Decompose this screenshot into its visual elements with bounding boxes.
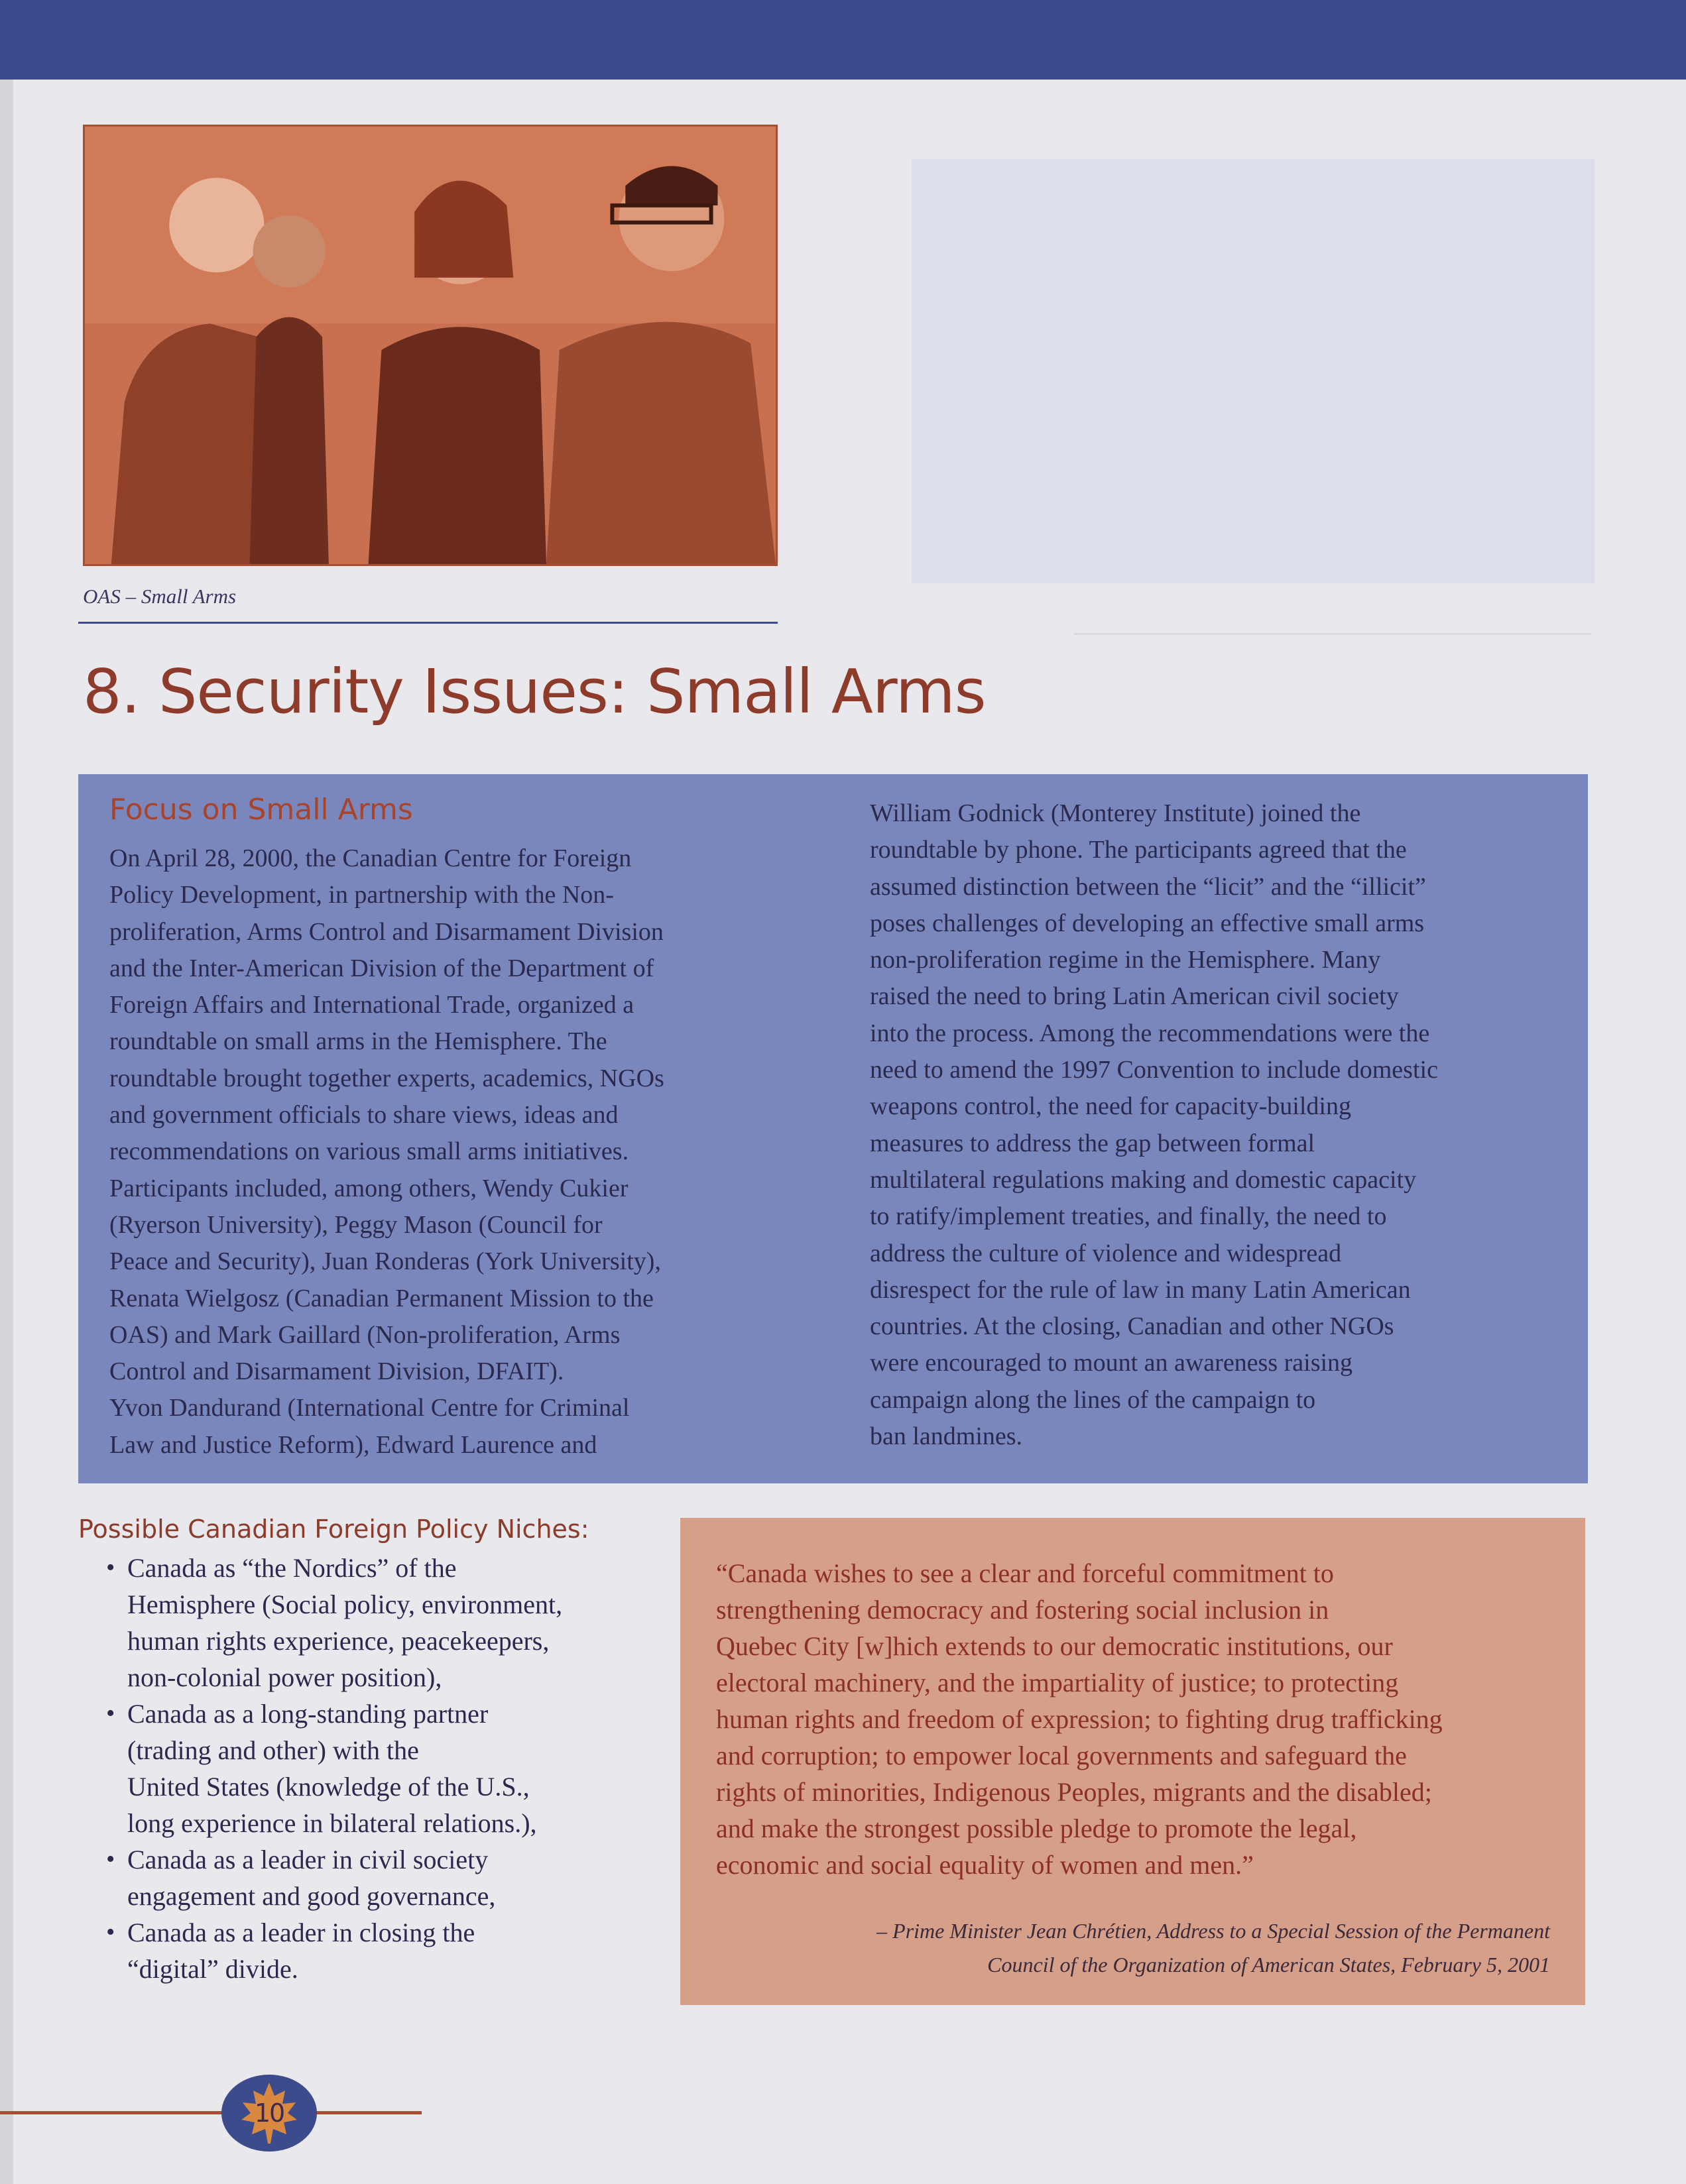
- top-color-band: [0, 0, 1686, 80]
- text-line: long experience in bilateral relations.),: [127, 1808, 537, 1838]
- quote-line: and make the strongest possible pledge to promote the legal,: [716, 1813, 1357, 1843]
- page-gutter-shade: [0, 80, 13, 2184]
- page-number: 10: [254, 2098, 284, 2128]
- text-line: and the Inter-American Division of the Department of: [109, 954, 654, 982]
- focus-right-column: [870, 795, 1579, 1455]
- text-line: human rights experience, peacekeepers,: [127, 1626, 550, 1656]
- text-line: campaign along the lines of the campaign to: [870, 1385, 1316, 1414]
- text-line: into the process. Among the recommendations were the: [870, 1019, 1430, 1047]
- text-line: poses challenges of developing an effective small arms: [870, 909, 1425, 937]
- bullet-icon: •: [106, 1845, 115, 1873]
- photo-illustration: [85, 127, 776, 564]
- text-line: Canada as a long-standing partner: [127, 1699, 489, 1729]
- bullet-icon: •: [106, 1918, 115, 1946]
- text-line: assumed distinction between the “licit” and the “illicit”: [870, 872, 1426, 901]
- quote-text: [716, 1555, 1443, 1883]
- text-line: “digital” divide.: [127, 1954, 298, 1984]
- section-title: 8. Security Issues: Small Arms: [83, 656, 986, 727]
- photo-caption: OAS – Small Arms: [83, 585, 237, 608]
- text-line: OAS) and Mark Gaillard (Non-proliferation, Arms: [109, 1320, 621, 1349]
- text-line: multilateral regulations making and domestic capacity: [870, 1165, 1417, 1194]
- quote-line: electoral machinery, and the impartiality of justice; to protecting: [716, 1668, 1399, 1697]
- text-line: Peace and Security), Juan Ronderas (York University),: [109, 1247, 661, 1276]
- text-line: countries. At the closing, Canadian and other NGOs: [870, 1312, 1394, 1341]
- text-line: recommendations on various small arms initiatives.: [109, 1137, 629, 1166]
- photo-of-four-people-talking: [83, 125, 778, 566]
- quote-line: “Canada wishes to see a clear and forceful commitment to: [716, 1558, 1334, 1588]
- text-line: Control and Disarmament Division, DFAIT).: [109, 1357, 564, 1386]
- text-line: On April 28, 2000, the Canadian Centre for Foreign: [109, 844, 632, 872]
- list-item: [106, 1550, 562, 1695]
- text-line: United States (knowledge of the U.S.,: [127, 1772, 530, 1802]
- text-line: roundtable on small arms in the Hemisphere. The: [109, 1027, 607, 1056]
- text-line: measures to address the gap between formal: [870, 1129, 1315, 1157]
- text-line: disrespect for the rule of law in many Latin American: [870, 1275, 1411, 1304]
- quote-line: rights of minorities, Indigenous Peoples, migrants and the disabled;: [716, 1777, 1432, 1807]
- text-line: Foreign Affairs and International Trade, organized a: [109, 991, 634, 1019]
- list-item: [106, 1841, 562, 1914]
- attribution-line: – Prime Minister Jean Chrétien, Address to a Special Session of the Permanent: [876, 1919, 1550, 1943]
- quote-line: strengthening democracy and fostering social inclusion in: [716, 1595, 1329, 1625]
- niches-heading: Possible Canadian Foreign Policy Niches:: [78, 1515, 589, 1544]
- text-line: Participants included, among others, Wendy Cukier: [109, 1174, 629, 1202]
- text-line: Law and Justice Reform), Edward Laurence and: [109, 1430, 597, 1459]
- text-line: were encouraged to mount an awareness raising: [870, 1349, 1353, 1377]
- text-line: (Ryerson University), Peggy Mason (Council for: [109, 1210, 603, 1239]
- text-line: Policy Development, in partnership with the Non-: [109, 881, 614, 909]
- footer-rule: [0, 2111, 422, 2114]
- quote-line: human rights and freedom of expression; to fighting drug trafficking: [716, 1704, 1443, 1734]
- text-line: (trading and other) with the: [127, 1735, 419, 1765]
- list-item: [106, 1695, 562, 1841]
- text-line: non-proliferation regime in the Hemisphere. Many: [870, 946, 1381, 974]
- quote-line: economic and social equality of women and men.”: [716, 1850, 1254, 1880]
- quote-line: Quebec City [w]hich extends to our democratic institutions, our: [716, 1631, 1393, 1661]
- text-line: non-colonial power position),: [127, 1662, 442, 1692]
- bullet-icon: •: [106, 1699, 115, 1727]
- page-number-badge: [217, 2073, 321, 2153]
- bullet-icon: •: [106, 1554, 115, 1581]
- text-line: roundtable brought together experts, academics, NGOs: [109, 1064, 664, 1092]
- focus-left-column: [109, 840, 819, 1464]
- text-line: William Godnick (Monterey Institute) joined the: [870, 799, 1361, 827]
- text-line: Canada as a leader in closing the: [127, 1918, 475, 1947]
- text-line: Renata Wielgosz (Canadian Permanent Mission to the: [109, 1284, 654, 1312]
- text-line: to ratify/implement treaties, and finally, the need to: [870, 1202, 1387, 1231]
- text-line: Yvon Dandurand (International Centre for Criminal: [109, 1394, 630, 1422]
- text-line: weapons control, the need for capacity-building: [870, 1092, 1351, 1121]
- show-through-image-area: [912, 159, 1595, 583]
- text-line: Canada as “the Nordics” of the: [127, 1553, 457, 1583]
- text-line: and government officials to share views, ideas and: [109, 1101, 619, 1129]
- quote-line: and corruption; to empower local governments and safeguard the: [716, 1741, 1407, 1770]
- list-item: [106, 1914, 562, 1987]
- text-line: engagement and good governance,: [127, 1881, 496, 1911]
- text-line: raised the need to bring Latin American civil society: [870, 982, 1399, 1011]
- text-line: address the culture of violence and widespread: [870, 1239, 1342, 1267]
- attribution-line: Council of the Organization of American States, February 5, 2001: [987, 1953, 1550, 1977]
- text-line: need to amend the 1997 Convention to include domestic: [870, 1056, 1438, 1084]
- text-line: ban landmines.: [870, 1422, 1023, 1451]
- caption-divider: [78, 622, 778, 624]
- text-line: proliferation, Arms Control and Disarmament Division: [109, 917, 664, 946]
- focus-heading: Focus on Small Arms: [109, 793, 413, 827]
- text-line: roundtable by phone. The participants agreed that the: [870, 836, 1407, 864]
- niches-list: [106, 1550, 562, 1987]
- quote-attribution: [876, 1914, 1550, 1982]
- text-line: Hemisphere (Social policy, environment,: [127, 1589, 563, 1619]
- text-line: Canada as a leader in civil society: [127, 1845, 489, 1874]
- show-through-rule: [1074, 633, 1591, 635]
